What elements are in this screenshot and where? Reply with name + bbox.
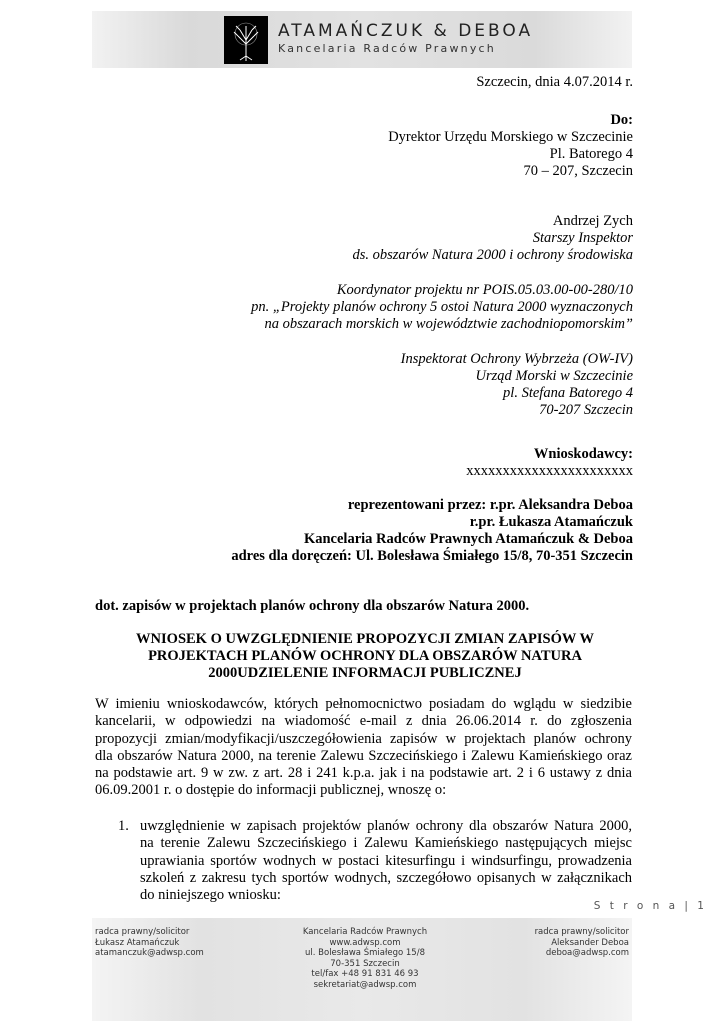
recipient-line: Pl. Batorego 4 xyxy=(549,146,633,162)
applicants-heading: Wnioskodawcy: xyxy=(533,446,633,462)
body-line: kancelarii, w odpowiedzi na wiadomość e-mail z dnia 26.06.2014 r. do zgłoszenia xyxy=(95,713,632,730)
list-line: szkoleń z zakresu tych sportów wodnych, szczegółowo opisanych w załącznikach xyxy=(140,869,632,886)
body-paragraph xyxy=(95,696,632,800)
list-line: do niniejszego wniosku: xyxy=(140,887,281,904)
list-line: uprawiania sportów wodnych w postaci kitesurfingu i windsurfingu, prowadzenia xyxy=(140,852,632,869)
subject-line: dot. zapisów w projektach planów ochrony dla obszarów Natura 2000. xyxy=(95,598,530,614)
footer-line: Kancelaria Radców Prawnych xyxy=(302,927,428,937)
title-line: WNIOSEK O UWZGLĘDNIENIE PROPOZYCJI ZMIAN ZAPISÓW W xyxy=(136,631,594,647)
representatives-line: Kancelaria Radców Prawnych Atamańczuk & Deboa xyxy=(303,531,633,547)
inspectorate-line: Inspektorat Ochrony Wybrzeża (OW-IV) xyxy=(400,351,633,367)
footer-right xyxy=(535,927,629,959)
representatives-line: r.pr. Łukasza Atamańczuk xyxy=(469,514,633,530)
list-line: uwzględnienie w zapisach projektów planów ochrony dla obszarów Natura 2000, xyxy=(140,818,632,834)
footer-line: tel/fax +48 91 831 46 93 xyxy=(311,969,419,979)
cc-dept: ds. obszarów Natura 2000 i ochrony środowiska xyxy=(352,247,633,263)
footer-email-link[interactable]: sekretariat@adwsp.com xyxy=(313,979,417,990)
list-item-number: 1. xyxy=(118,818,129,834)
footer-line: Łukasz Atamańczuk xyxy=(95,937,180,948)
title-line: PROJEKTACH PLANÓW OCHRONY DLA OBSZARÓW NATURA xyxy=(148,648,582,664)
page-number: S t r o n a | 1 xyxy=(593,900,707,912)
cc-name: Andrzej Zych xyxy=(552,213,633,229)
recipient-heading: Do: xyxy=(610,112,633,128)
inspectorate-line: 70-207 Szczecin xyxy=(539,402,633,418)
project-line: na obszarach morskich w województwie zachodniopomorskim” xyxy=(264,316,633,332)
footer-email-link[interactable]: deboa@adwsp.com xyxy=(545,948,629,958)
document-title xyxy=(95,631,635,682)
body-line: na podstawie art. 9 w zw. z art. 28 i 241 k.p.a. jak i na podstawie art. 2 i 6 ustawy z dnia xyxy=(95,765,632,782)
cc-role: Starszy Inspektor xyxy=(532,230,633,246)
date-line: Szczecin, dnia 4.07.2014 r. xyxy=(476,74,633,90)
body-line: dla obszarów Natura 2000, na terenie Zalewu Szczecińskiego i Zalewu Kamieńskiego oraz xyxy=(95,747,632,764)
body-line: 06.09.2001 r. o dostępie do informacji publicznej, wnoszę o: xyxy=(95,782,447,799)
representatives-line: adres dla doręczeń: Ul. Bolesława Śmiałego 15/8, 70-351 Szczecin xyxy=(231,548,633,564)
list-item xyxy=(140,818,632,904)
inspectorate-line: Urząd Morski w Szczecinie xyxy=(475,368,633,384)
footer-email-link[interactable]: atamanczuk@adwsp.com xyxy=(95,948,204,958)
footer-line: ul. Bolesława Śmiałego 15/8 xyxy=(305,948,425,958)
brand-subtitle: Kancelaria Radców Prawnych xyxy=(278,42,496,55)
inspectorate-line: pl. Stefana Batorego 4 xyxy=(503,385,633,401)
brand-name: ATAMAŃCZUK & DEBOA xyxy=(278,21,534,41)
footer-line: Aleksander Deboa xyxy=(551,937,629,948)
project-line: Koordynator projektu nr POIS.05.03.00-00-280/10 xyxy=(336,282,633,298)
footer-middle xyxy=(300,927,430,990)
list-line: na terenie Zalewu Szczecińskiego i Zalewu Kamieńskiego następujących miejsc xyxy=(140,835,632,852)
representatives-line: reprezentowani przez: r.pr. Aleksandra Deboa xyxy=(347,497,633,513)
project-line: pn. „Projekty planów ochrony 5 ostoi Natura 2000 wyznaczonych xyxy=(251,299,633,315)
applicants-value: xxxxxxxxxxxxxxxxxxxxxxx xyxy=(466,463,633,479)
body-line: propozycji zmian/modyfikacji/uszczegółowienia zapisów w projektach planów ochrony xyxy=(95,730,632,747)
footer-website-link[interactable]: www.adwsp.com xyxy=(329,937,401,948)
footer-line: 70-351 Szczecin xyxy=(330,958,400,969)
recipient-line: Dyrektor Urzędu Morskiego w Szczecinie xyxy=(388,129,633,145)
body-line: W imieniu wnioskodawców, których pełnomocnictwo posiadam do wglądu w siedzibie xyxy=(95,696,632,712)
recipient-line: 70 – 207, Szczecin xyxy=(523,163,633,179)
footer-line: radca prawny/solicitor xyxy=(534,927,629,937)
title-line: 2000UDZIELENIE INFORMACJI PUBLICZNEJ xyxy=(208,665,522,681)
tree-logo-icon xyxy=(224,16,268,64)
footer-left xyxy=(95,927,204,959)
footer-line: radca prawny/solicitor xyxy=(95,927,190,937)
